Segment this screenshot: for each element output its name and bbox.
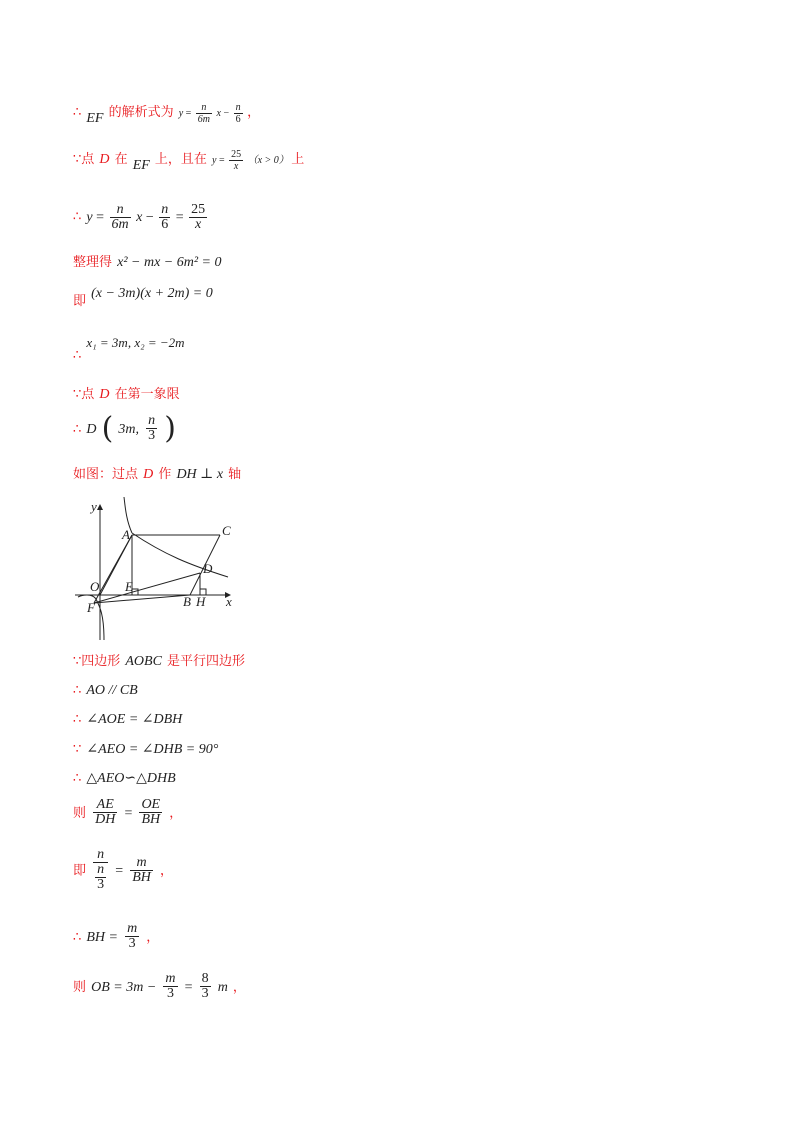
frac-den: 3 <box>166 986 174 1001</box>
eq-sign: = <box>96 209 104 225</box>
frac-den: BH <box>141 812 161 827</box>
then-text: 则 <box>73 980 87 995</box>
because-text: ∵点 <box>73 387 95 402</box>
frac-den: DH <box>95 812 116 827</box>
right-paren: ) <box>164 411 176 446</box>
line-similar <box>73 767 176 787</box>
quadrilateral-name: AOBC <box>125 654 162 669</box>
frac-num: n <box>110 203 131 218</box>
frac-num: m <box>130 856 153 871</box>
point-d-label: D <box>99 152 110 167</box>
fraction-25-x <box>189 203 207 232</box>
coord-x: 3m, <box>118 422 140 437</box>
frac-den: 6m <box>197 114 211 126</box>
frac-den: x <box>195 217 202 232</box>
fraction-25-x <box>229 149 243 172</box>
therefore-symbol: ∴ <box>73 712 82 727</box>
equation-body <box>86 202 209 232</box>
eq-sign: = <box>175 209 184 225</box>
quadratic-expression: x² − mx − 6m² = 0 <box>117 255 222 270</box>
line-ratio-substituted <box>73 848 173 892</box>
line-right-angles <box>73 738 218 758</box>
therefore-symbol: ∴ <box>73 422 82 437</box>
make-text: 作 <box>158 467 172 482</box>
inner-fraction <box>95 863 106 892</box>
line-ratio <box>73 798 182 827</box>
similar-expression: △AEO∽△DHB <box>86 771 176 786</box>
ef-label: EF <box>132 158 150 173</box>
minus-sign: − <box>223 108 230 119</box>
comma: ， <box>247 105 261 120</box>
frac-den: 6m <box>111 217 129 232</box>
therefore-symbol: ∴ <box>73 771 82 786</box>
line-construction <box>73 463 241 483</box>
ef-formula <box>178 102 247 126</box>
label-a: A <box>122 527 130 542</box>
fraction-n-6 <box>159 203 170 232</box>
parallelogram-text: 是平行四边形 <box>167 654 246 669</box>
therefore-symbol: ∴ <box>73 930 82 945</box>
frac-num: n <box>93 848 108 863</box>
fraction-oe-bh <box>139 798 162 827</box>
eq-sign: = <box>218 155 225 166</box>
line-equation <box>73 203 209 232</box>
line-ef-expression <box>73 101 260 125</box>
line-parallel <box>73 679 138 699</box>
label-h: H <box>196 594 206 609</box>
therefore-symbol: ∴ <box>73 209 82 225</box>
fraction-n-3 <box>146 414 157 443</box>
point-d-label: D <box>86 422 97 437</box>
eq-sign: = <box>115 863 124 879</box>
fraction-ae-dh <box>93 798 117 827</box>
right-angle-expression: ∠AEO = ∠DHB = 90° <box>86 742 219 757</box>
label-x: x <box>226 594 232 609</box>
fraction-m-bh <box>130 856 153 885</box>
line-bh-value <box>73 922 159 951</box>
compound-fraction <box>93 848 108 892</box>
frac-den: 6 <box>161 217 169 232</box>
because-text: ∵四边形 <box>73 654 121 669</box>
var-y: y <box>212 155 217 166</box>
ef-label: EF <box>86 111 104 126</box>
frac-den: 3 <box>128 936 136 951</box>
frac-den: 3 <box>201 986 209 1001</box>
frac-den: 6 <box>235 114 241 126</box>
fraction-m-3 <box>125 922 139 951</box>
frac-num: OE <box>141 797 161 812</box>
label-e: E <box>125 579 133 594</box>
frac-num: n <box>148 413 156 428</box>
line-ob-value <box>73 972 246 1001</box>
label-f: F <box>87 600 95 615</box>
bh-lhs: BH = <box>86 930 118 945</box>
inverse-function <box>212 149 291 173</box>
ie-text: 即 <box>73 863 87 879</box>
fraction-m-3 <box>163 972 177 1001</box>
fraction-n-6m <box>196 102 212 125</box>
line-point-d-on-ef <box>73 148 304 172</box>
point-d-label: D <box>99 387 110 402</box>
comma: ， <box>146 930 160 945</box>
then-text: 则 <box>73 806 87 821</box>
var-y: y <box>178 108 184 119</box>
ie-text: 即 <box>73 294 87 309</box>
line-parallelogram <box>73 650 245 670</box>
frac-den <box>93 863 108 892</box>
line-simplify <box>73 251 222 271</box>
line-point-d-coords <box>73 411 176 446</box>
label-b: B <box>183 594 191 609</box>
frac-den: x <box>233 161 239 173</box>
text-on: 上 <box>291 152 305 167</box>
frac-num: 25 <box>191 202 206 217</box>
eq-sign: = <box>184 980 193 995</box>
comma: ， <box>232 980 246 995</box>
geometry-figure <box>70 495 245 645</box>
therefore-symbol: ∴ <box>73 348 82 363</box>
frac-num: AE <box>93 798 117 813</box>
minus-sign: − <box>145 209 154 225</box>
line-first-quadrant <box>73 383 180 403</box>
factored-expression: (x − 3m)(x + 2m) = 0 <box>91 286 213 301</box>
frac-num: 8 <box>201 971 209 986</box>
line-factor <box>73 282 213 309</box>
fraction-n-6m <box>110 203 131 232</box>
frac-num: m <box>127 921 138 936</box>
var-x: x <box>216 108 221 119</box>
axis-text: 轴 <box>228 467 242 482</box>
as-shown-text: 如图：过点 <box>73 467 139 482</box>
left-paren: ( <box>101 411 114 446</box>
label-o: O <box>90 579 100 594</box>
line-roots <box>73 332 185 363</box>
frac-num: n <box>161 202 169 217</box>
label-y: y <box>91 499 97 514</box>
because-text: ∵点 <box>73 152 95 167</box>
text-on: 在 <box>114 152 128 167</box>
ob-lhs: OB = 3m − <box>91 980 157 995</box>
therefore-symbol: ∴ <box>73 105 82 120</box>
domain-condition: （x > 0） <box>247 155 289 166</box>
because-symbol: ∵ <box>73 742 82 757</box>
hyperbola-first-quadrant <box>132 533 228 577</box>
fraction-n-6 <box>234 102 243 125</box>
frac-num: n <box>196 102 212 114</box>
var-m: m <box>217 980 228 995</box>
inner-num: n <box>97 862 105 877</box>
point-d-label: D <box>143 467 154 482</box>
label-c: C <box>222 523 231 538</box>
line-angle-equal <box>73 708 182 728</box>
frac-num: m <box>165 971 176 986</box>
roots-expression: x₁ = 3m, x₂ = −2m <box>86 335 185 350</box>
eq-sign: = <box>124 806 133 821</box>
var-y: y <box>86 209 93 225</box>
comma: ， <box>169 806 183 821</box>
simplify-text: 整理得 <box>73 255 113 270</box>
therefore-symbol: ∴ <box>73 683 82 698</box>
eq-sign: = <box>185 108 192 119</box>
label-d: D <box>203 561 213 576</box>
quadrant-text: 在第一象限 <box>114 387 180 402</box>
angle-expression: ∠AOE = ∠DBH <box>86 712 183 727</box>
frac-den: BH <box>132 869 151 885</box>
frac-den: 3 <box>148 428 156 443</box>
fraction-8-3 <box>200 972 211 1001</box>
perpendicular-expression: DH ⊥ x <box>176 467 224 482</box>
frac-num: n <box>235 102 241 114</box>
parallel-expression: AO // CB <box>86 683 138 698</box>
var-x: x <box>136 209 143 225</box>
frac-num: 25 <box>231 149 242 161</box>
inner-den: 3 <box>97 877 105 892</box>
ef-text: 的解析式为 <box>108 105 174 120</box>
text-and-on: 上，且在 <box>154 152 207 167</box>
comma: ， <box>159 863 173 879</box>
